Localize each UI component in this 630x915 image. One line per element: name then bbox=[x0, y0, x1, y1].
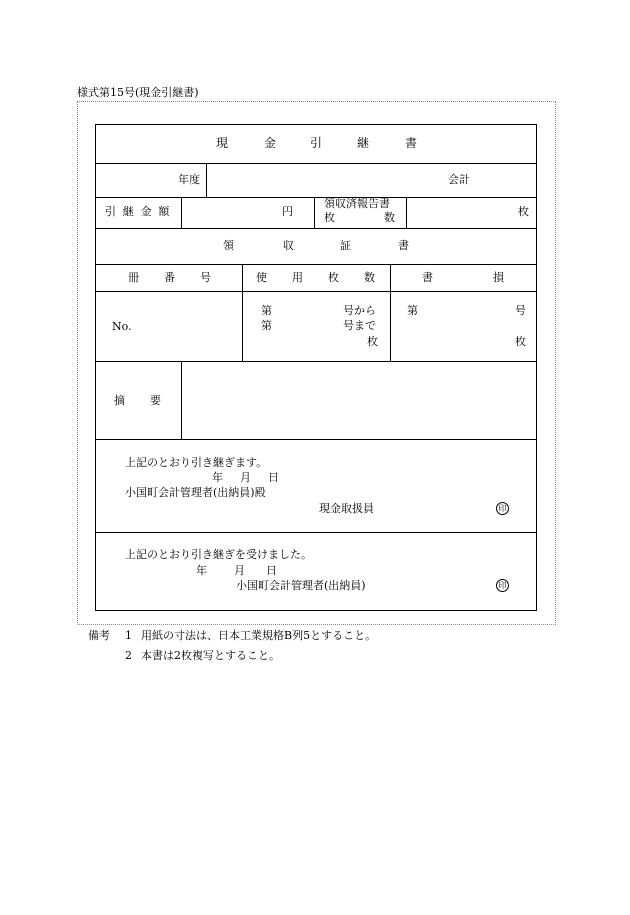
rule bbox=[206, 163, 207, 197]
usage-count-header: 用 bbox=[292, 271, 303, 284]
rule bbox=[406, 197, 407, 228]
transfer-recipient: 小国町会計管理者(出納員)殿 bbox=[125, 486, 266, 499]
receipt-count-label-a: 枚 bbox=[324, 211, 335, 224]
rule bbox=[96, 264, 536, 265]
summary-label: 要 bbox=[150, 394, 161, 407]
transfer-date-year: 年 bbox=[212, 471, 223, 484]
title-char: 継 bbox=[357, 136, 370, 150]
damaged-dai: 第 bbox=[407, 304, 418, 317]
transfer-date-day: 日 bbox=[268, 471, 279, 484]
number-prefix: No. bbox=[112, 320, 132, 333]
note-2-text: 本書は2枚複写とすること。 bbox=[141, 649, 280, 662]
yen-unit: 円 bbox=[282, 205, 293, 218]
damaged-sheets-unit: 枚 bbox=[515, 335, 526, 348]
rule bbox=[181, 197, 182, 228]
receipt-report-label: 領収済報告書 bbox=[324, 197, 390, 210]
rule bbox=[96, 439, 536, 440]
receive-date-day: 日 bbox=[266, 564, 277, 577]
book-number-header: 番 bbox=[164, 271, 175, 284]
summary-label: 摘 bbox=[114, 394, 125, 407]
fiscal-year-label: 年度 bbox=[178, 173, 200, 186]
notes-label: 備考 bbox=[88, 629, 110, 642]
usage-count-header: 数 bbox=[364, 271, 375, 284]
account-label: 会計 bbox=[448, 173, 470, 186]
rule bbox=[314, 197, 315, 228]
from-dai: 第 bbox=[261, 304, 272, 317]
cash-transfer-table bbox=[95, 124, 537, 611]
sheet-unit: 枚 bbox=[518, 205, 529, 218]
form-number-label: 様式第15号(現金引継書) bbox=[77, 86, 199, 99]
book-number-header: 冊 bbox=[128, 271, 139, 284]
damaged-header: 損 bbox=[493, 271, 504, 284]
title-char: 金 bbox=[264, 136, 277, 150]
rule bbox=[181, 361, 182, 439]
note-1-number: 1 bbox=[125, 629, 132, 642]
receive-date-year: 年 bbox=[196, 564, 207, 577]
note-1-text: 用紙の寸法は、日本工業規格B列5とすること。 bbox=[141, 629, 377, 642]
from-gou: 号から bbox=[343, 304, 376, 317]
transfer-amount-label: 引 継 金 額 bbox=[105, 205, 172, 218]
rule bbox=[390, 264, 391, 361]
rule bbox=[96, 197, 536, 198]
to-dai: 第 bbox=[261, 319, 272, 332]
title-char: 現 bbox=[216, 136, 229, 150]
title-char: 引 bbox=[310, 136, 323, 150]
receipt-title-char: 領 bbox=[223, 239, 234, 252]
receive-statement: 上記のとおり引き継ぎを受けました。 bbox=[125, 548, 312, 561]
transfer-statement: 上記のとおり引き継ぎます。 bbox=[125, 456, 268, 469]
seal-mark-icon: 印 bbox=[496, 579, 509, 592]
rule bbox=[96, 163, 536, 164]
rule bbox=[96, 532, 536, 533]
cash-handler-label: 現金取扱員 bbox=[319, 502, 374, 515]
usage-count-header: 枚 bbox=[328, 271, 339, 284]
damaged-gou: 号 bbox=[515, 304, 526, 317]
rule bbox=[96, 291, 536, 292]
to-gou: 号まで bbox=[343, 319, 376, 332]
rule bbox=[96, 228, 536, 229]
used-sheets-unit: 枚 bbox=[367, 335, 378, 348]
seal-mark-icon: 印 bbox=[496, 502, 509, 515]
transfer-date-month: 月 bbox=[240, 471, 251, 484]
receiver-label: 小国町会計管理者(出納員) bbox=[236, 579, 366, 592]
rule bbox=[242, 264, 243, 361]
rule bbox=[96, 361, 536, 362]
receipt-title-char: 証 bbox=[340, 239, 351, 252]
note-2-number: 2 bbox=[125, 649, 132, 662]
book-number-header: 号 bbox=[200, 271, 211, 284]
receipt-count-label-b: 数 bbox=[384, 211, 395, 224]
damaged-header: 書 bbox=[422, 271, 433, 284]
receipt-title-char: 書 bbox=[398, 239, 409, 252]
receipt-title-char: 収 bbox=[283, 239, 294, 252]
receive-date-month: 月 bbox=[234, 564, 245, 577]
title-char: 書 bbox=[405, 136, 418, 150]
usage-count-header: 使 bbox=[256, 271, 267, 284]
